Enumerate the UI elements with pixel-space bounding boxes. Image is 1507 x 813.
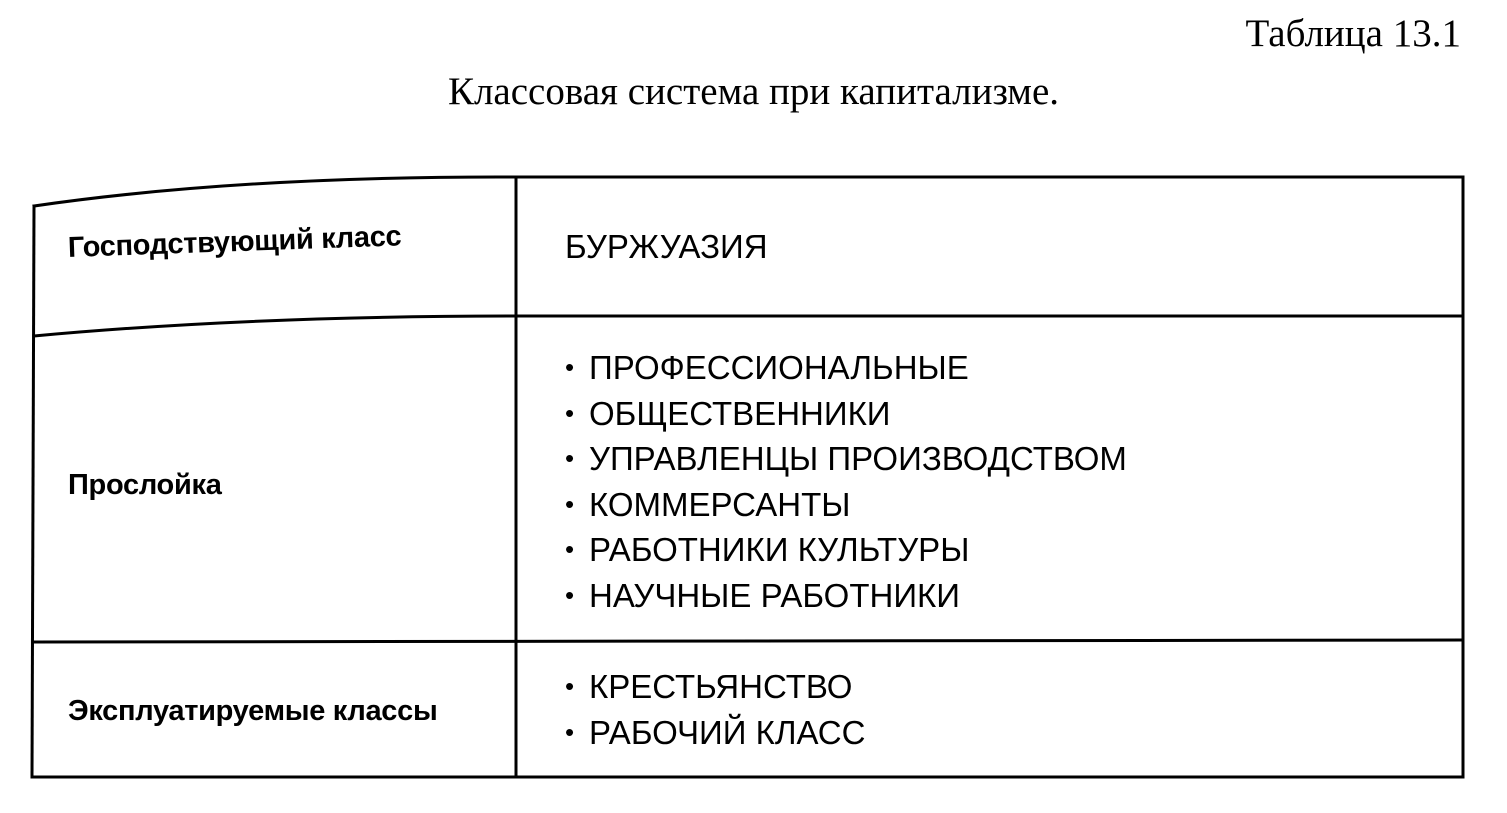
table-number: Таблица 13.1 <box>1245 12 1461 55</box>
stratum-list <box>565 345 1127 618</box>
table-left-border <box>32 206 34 777</box>
list-item: • РАБОТНИКИ КУЛЬТУРЫ <box>565 527 1127 573</box>
table-top-border <box>34 177 1463 206</box>
table-row-divider-1 <box>34 316 1463 336</box>
row-value-bourgeoisie: БУРЖУАЗИЯ <box>565 228 768 265</box>
page-title: Классовая система при капитализме. <box>447 70 1060 113</box>
list-item: • УПРАВЛЕНЦЫ ПРОИЗВОДСТВОМ <box>565 436 1127 482</box>
list-item: • КРЕСТЬЯНСТВО <box>565 664 865 710</box>
list-item: • НАУЧНЫЕ РАБОТНИКИ <box>565 573 1127 619</box>
list-item: • КОММЕРСАНТЫ <box>565 482 1127 528</box>
list-item: • РАБОЧИЙ КЛАСС <box>565 710 865 756</box>
list-item: • ОБЩЕСТВЕННИКИ <box>565 391 1127 437</box>
row-label-exploited-classes: Эксплуатируемые классы <box>68 695 438 727</box>
row-label-stratum: Прослойка <box>68 469 222 501</box>
exploited-classes-list <box>565 664 865 755</box>
table-row-divider-2 <box>33 640 1463 642</box>
row-label-ruling-class: Господствующий класс <box>67 220 402 264</box>
list-item: • ПРОФЕССИОНАЛЬНЫЕ <box>565 345 1127 391</box>
